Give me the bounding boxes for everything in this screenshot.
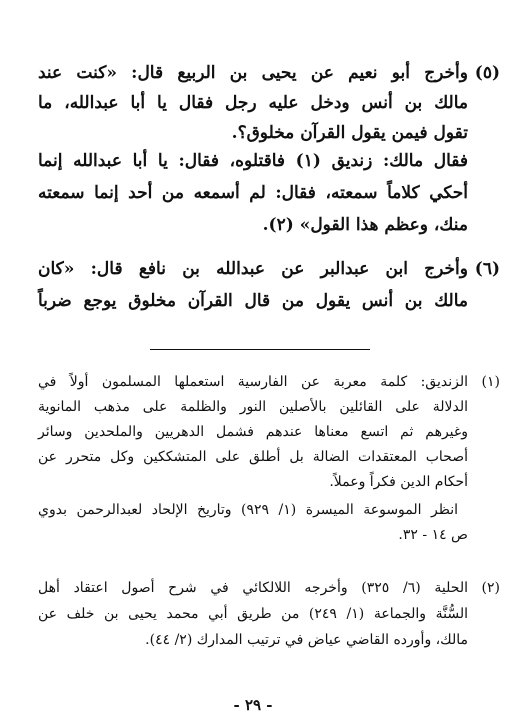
footnote-line: السُّنَّة والجماعة (١/ ٢٤٩) من طريق أبي محمد يحيى بن خلف عن (38, 606, 468, 622)
footnote-line: أصحاب المعتقدات الضالة بل أطلق على المتشككين وكل متحرر عن (38, 449, 468, 465)
footnote-line: ص ١٤ - ٣٢. (398, 527, 468, 543)
footnote-line: الحلية (٦/ ٣٢٥) وأخرجه اللالكائي في شرح أصول اعتقاد أهل (38, 580, 468, 596)
footnote-line: وغيرهم ثم اتسع معناها عندهم فشمل الدهريين والملحدين وسائر (38, 424, 468, 440)
text-line: فقال مالك: زنديق (١) فاقتلوه، فقال: يا أبا عبدالله إنما (38, 151, 468, 171)
text-line: مالك بن أنس ودخل عليه رجل فقال يا أبا عبدالله، ما (38, 93, 468, 113)
footnote-line: أحكام الدين فكراً وعملاً. (329, 474, 468, 490)
text-line: منك، وعظم هذا القول» (٢). (262, 215, 468, 235)
footnote-line: الزنديق: كلمة معربة عن الفارسية استعملها المسلمون أولاً في (38, 374, 468, 390)
footnote-number: (٢) (481, 580, 500, 596)
paragraph-number: (٥) (474, 63, 500, 83)
text-line: مالك بن أنس يقول من قال القرآن مخلوق يوجع ضرباً (38, 291, 468, 311)
page-number: - ٢٩ - (233, 696, 273, 714)
footnote-line: انظر الموسوعة الميسرة (١/ ٩٢٩) وتاريخ الإلحاد لعبدالرحمن بدوي (38, 502, 459, 518)
paragraph-number: (٦) (474, 259, 500, 279)
footnote-line: الدلالة على القائلين بالأصلين النور والظلمة على مذهب المانوية (38, 399, 468, 415)
footnote-line: مالك، وأورده القاضي عياض في ترتيب المدارك (٢/ ٤٤). (145, 632, 468, 648)
footnote-separator (150, 349, 370, 350)
text-line: وأخرج ابن عبدالبر عن عبدالله بن نافع قال: «كان (38, 259, 468, 279)
text-line: تقول فيمن يقول القرآن مخلوق؟. (231, 123, 468, 143)
text-line: وأخرج أبو نعيم عن يحيى بن الربيع قال: «كنت عند (38, 63, 468, 83)
text-line: أحكي كلاماً سمعته، فقال: لم أسمعه من أحد إنما سمعته (38, 183, 468, 203)
footnote-number: (١) (481, 374, 500, 390)
